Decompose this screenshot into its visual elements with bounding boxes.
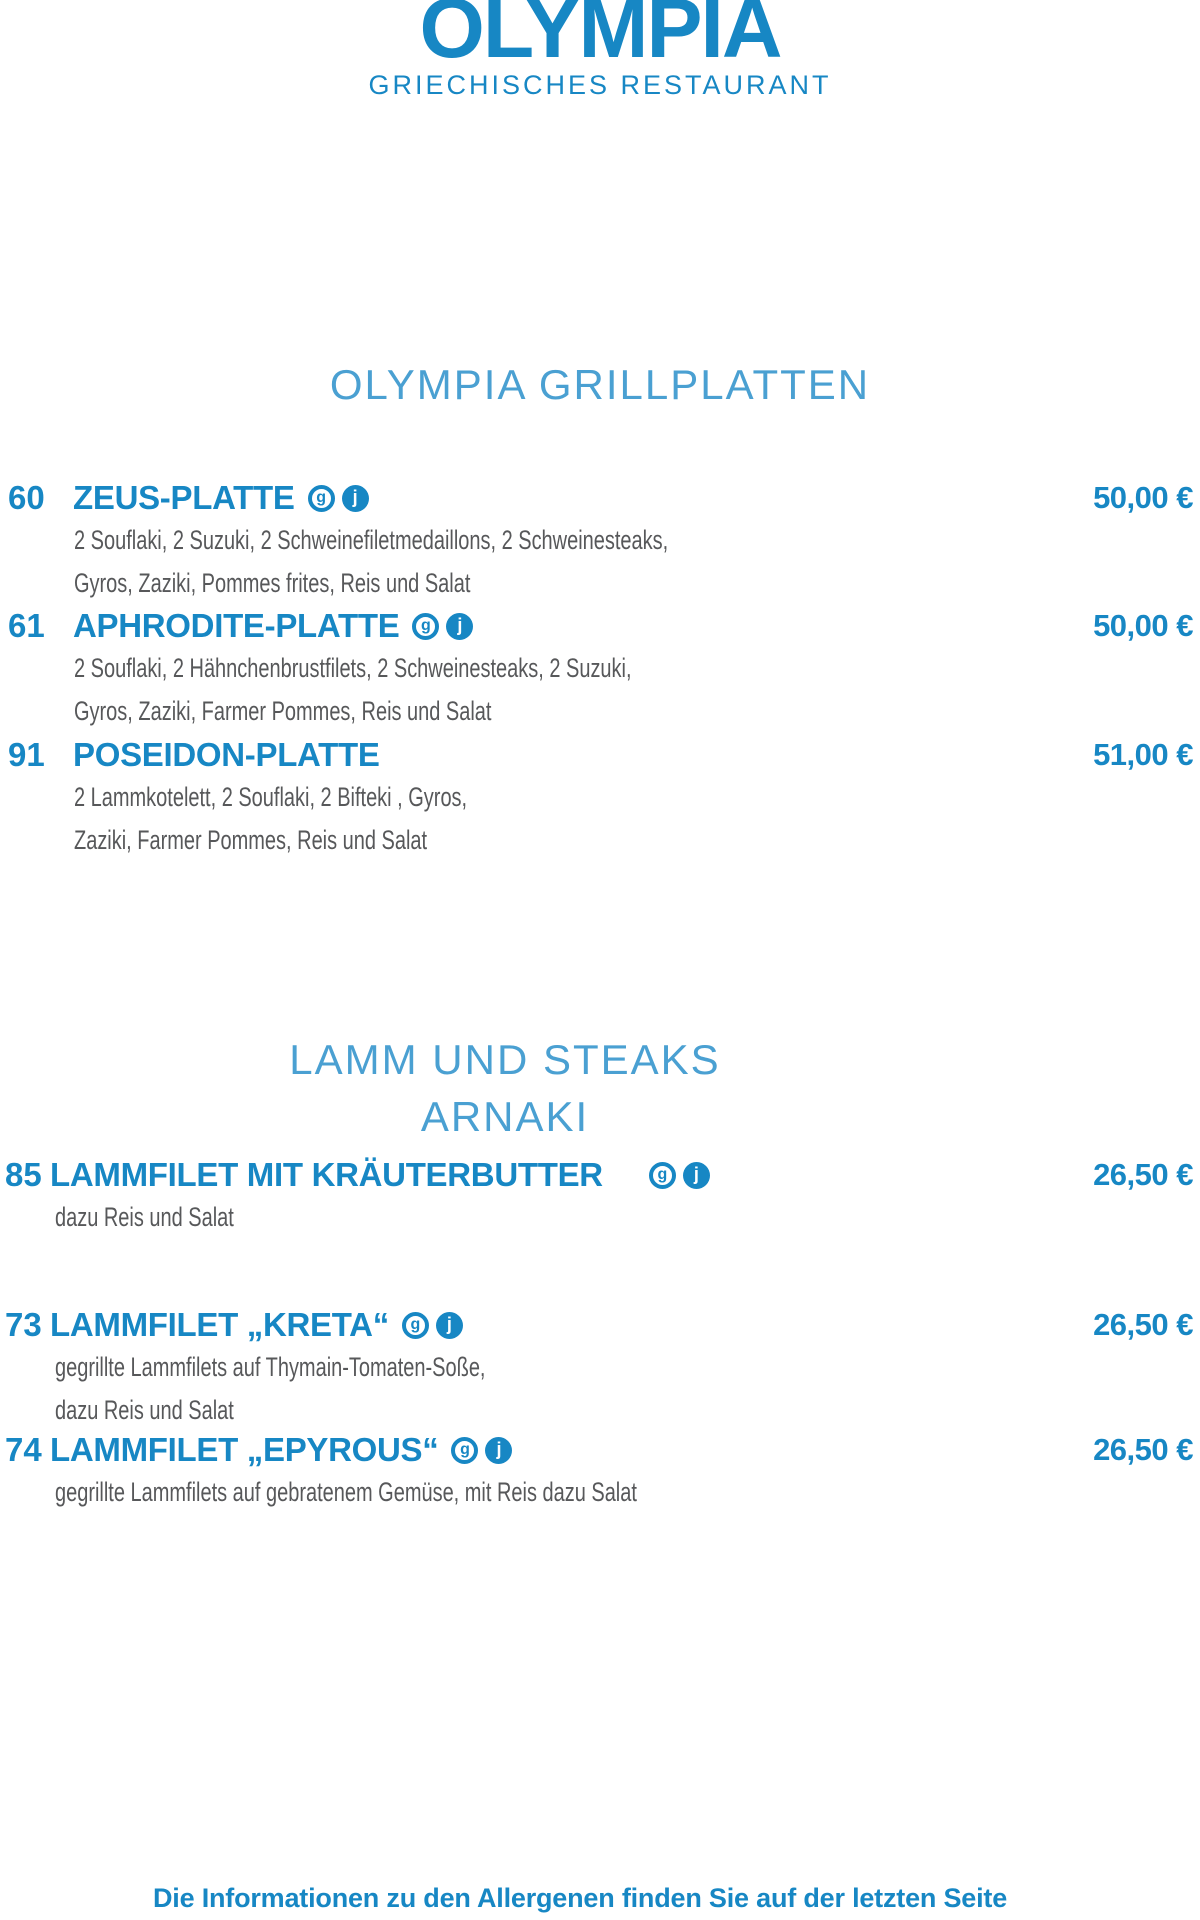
allergen-g-icon: g [451, 1437, 478, 1464]
item-number: 91 [8, 736, 45, 773]
logo-title: OLYMPIA [419, 0, 781, 75]
allergen-g-icon: g [412, 613, 439, 640]
description-line: 2 Souflaki, 2 Suzuki, 2 Schweinefiletmedaillons, 2 Schweinesteaks, [74, 525, 669, 555]
item-number: 74 [5, 1431, 42, 1468]
description-line: 2 Souflaki, 2 Hähnchenbrustfilets, 2 Schweinesteaks, 2 Suzuki, [74, 653, 632, 683]
item-price: 26,50 € [1093, 1157, 1193, 1192]
item-price: 50,00 € [1093, 608, 1193, 643]
allergen-info-footer: Die Informationen zu den Allergenen finden Sie auf der letzten Seite [152, 1883, 1008, 1913]
allergen-badges [308, 485, 369, 512]
section-heading-grillplatten: OLYMPIA GRILLPLATTEN [329, 361, 871, 408]
item-title: LAMMFILET „EPYROUS“ [50, 1431, 439, 1469]
item-description [55, 1196, 234, 1239]
item-title: ZEUS-PLATTE [73, 479, 295, 517]
description-line: dazu Reis und Salat [55, 1395, 234, 1425]
item-description [74, 776, 467, 862]
allergen-badges [451, 1437, 512, 1464]
allergen-badges [412, 613, 473, 640]
item-title-row [50, 1156, 710, 1194]
item-title: LAMMFILET „KRETA“ [50, 1306, 389, 1344]
item-description [74, 647, 632, 733]
description-line: dazu Reis und Salat [55, 1202, 234, 1232]
allergen-g-icon: g [649, 1162, 676, 1189]
allergen-g-icon: g [308, 485, 335, 512]
allergen-j-icon: j [683, 1162, 710, 1189]
item-title-row [73, 479, 369, 517]
allergen-badges [649, 1162, 710, 1189]
item-title: LAMMFILET MIT KRÄUTERBUTTER [50, 1156, 603, 1194]
description-line: Gyros, Zaziki, Pommes frites, Reis und Salat [74, 568, 471, 598]
allergen-j-icon: j [436, 1312, 463, 1339]
allergen-j-icon: j [342, 485, 369, 512]
item-price: 26,50 € [1093, 1307, 1193, 1342]
allergen-g-icon: g [402, 1312, 429, 1339]
description-line: Zaziki, Farmer Pommes, Reis und Salat [74, 825, 428, 855]
item-number: 61 [8, 607, 45, 644]
item-price: 50,00 € [1093, 480, 1193, 515]
section-heading-lamm-und-steaks: LAMM UND STEAKS [289, 1036, 721, 1083]
item-title: APHRODITE-PLATTE [73, 607, 400, 645]
item-price: 26,50 € [1093, 1432, 1193, 1467]
allergen-badges [402, 1312, 463, 1339]
description-line: Gyros, Zaziki, Farmer Pommes, Reis und Salat [74, 696, 492, 726]
item-number: 73 [5, 1306, 42, 1343]
description-line: gegrillte Lammfilets auf gebratenem Gemüse, mit Reis dazu Salat [55, 1477, 637, 1507]
item-description [55, 1471, 637, 1514]
section-heading-arnaki: ARNAKI [420, 1093, 590, 1140]
allergen-j-icon: j [485, 1437, 512, 1464]
description-line: 2 Lammkotelett, 2 Souflaki, 2 Bifteki , Gyros, [74, 782, 468, 812]
item-title: POSEIDON-PLATTE [73, 736, 380, 774]
item-price: 51,00 € [1093, 737, 1193, 772]
item-number: 60 [8, 479, 45, 516]
item-description [55, 1346, 485, 1432]
description-line: gegrillte Lammfilets auf Thymain-Tomaten-Soße, [55, 1352, 486, 1382]
item-title-row [50, 1306, 463, 1344]
allergen-j-icon: j [446, 613, 473, 640]
item-title-row [50, 1431, 512, 1469]
item-title-row [73, 736, 380, 774]
item-description [74, 519, 668, 605]
logo-subtitle: GRIECHISCHES RESTAURANT [368, 70, 832, 100]
item-number: 85 [5, 1156, 42, 1193]
item-title-row [73, 607, 473, 645]
